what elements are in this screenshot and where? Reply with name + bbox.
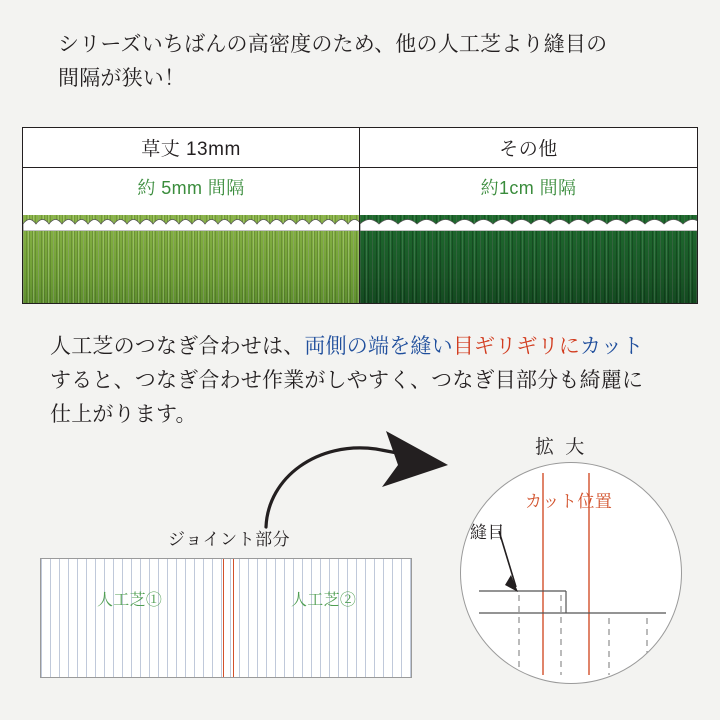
mid-line-1-red-1: 目ギリギリに bbox=[452, 335, 581, 358]
comparison-column-left bbox=[23, 128, 360, 303]
comparison-column-right bbox=[360, 128, 697, 303]
mid-line-3: 仕上がります。 bbox=[50, 403, 197, 427]
spacing-caption-left: 約 5mm 間隔 bbox=[137, 178, 245, 198]
comparison-table bbox=[22, 127, 698, 304]
turf-sample-right bbox=[360, 168, 697, 303]
intro-line-2: 間隔が狭い！ bbox=[58, 67, 186, 91]
cut-line-left bbox=[223, 559, 224, 677]
joint-section-label: ジョイント部分 bbox=[168, 530, 291, 549]
intro-paragraph bbox=[58, 28, 688, 96]
intro-line-1: シリーズいちばんの高密度のため、他の人工芝より縫目の bbox=[58, 33, 608, 56]
cut-line-right bbox=[233, 559, 234, 677]
turf-image-right bbox=[360, 215, 697, 303]
curved-arrow-icon bbox=[258, 425, 468, 535]
scallop-edge-right bbox=[360, 215, 697, 231]
column-header-right: その他 bbox=[360, 128, 697, 168]
mid-paragraph bbox=[50, 330, 710, 432]
turf-sample-left bbox=[23, 168, 359, 303]
mid-line-2: すると、つなぎ合わせ作業がしやすく、つなぎ目部分も綺麗に bbox=[50, 369, 644, 393]
turf-tag-1: 人工芝① bbox=[97, 592, 163, 609]
spacing-caption-right: 約1cm 間隔 bbox=[480, 178, 577, 198]
column-header-left: 草丈 13mm bbox=[23, 128, 359, 168]
joint-stripes bbox=[41, 559, 411, 677]
mid-line-1 bbox=[50, 330, 710, 364]
joint-diagram bbox=[40, 558, 412, 678]
scallop-edge-left bbox=[23, 215, 359, 231]
zoom-section-label: 拡 大 bbox=[535, 437, 588, 458]
mid-line-1-blue: 両側の端を縫い bbox=[304, 335, 453, 358]
turf-tag-2: 人工芝② bbox=[291, 592, 357, 609]
mid-line-1-blue-2: カット bbox=[580, 335, 644, 358]
turf-image-left bbox=[23, 215, 359, 303]
seam-label: 縫目 bbox=[470, 523, 505, 542]
mid-line-1-plain: 人工芝のつなぎ合わせは、 bbox=[50, 335, 305, 358]
cut-position-label: カット位置 bbox=[525, 492, 613, 511]
